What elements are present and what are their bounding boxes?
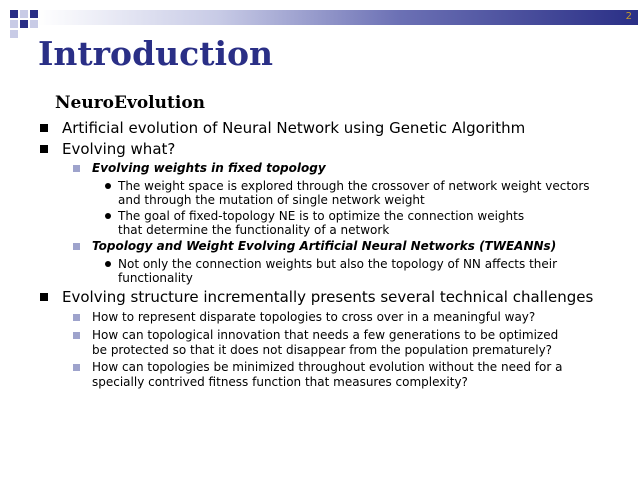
decor-square (10, 10, 18, 18)
sub-bullet-marker (73, 165, 80, 172)
sub-bullet-marker (73, 364, 80, 371)
slide-subtitle: NeuroEvolution (55, 93, 206, 113)
sub-sub-bullet-item: Not only the connection weights but also the topology of NN affects their functionality (118, 257, 558, 285)
sub-sub-bullet-item: The goal of fixed-topology NE is to optimize the connection weights that determine the functionality of a network (118, 209, 525, 237)
sub-sub-bullet-marker (105, 261, 111, 267)
sub-sub-bullet-item: The weight space is explored through the crossover of network weight vectors and through the mutation of single network weight (118, 179, 590, 207)
bullet-marker (40, 145, 48, 153)
decor-square (10, 20, 18, 28)
decor-square (20, 20, 28, 28)
sub-bullet-item: How can topologies be minimized throughout evolution without the need for a specially contrived fitness function that measures complexity? (92, 360, 563, 389)
sub-bullet-marker (73, 314, 80, 321)
sub-bullet-marker (73, 332, 80, 339)
decor-square (30, 20, 38, 28)
bullet-item: Artificial evolution of Neural Network using Genetic Algorithm (62, 119, 526, 137)
sub-sub-bullet-marker (105, 183, 111, 189)
slide-number: 2 (625, 11, 632, 22)
slide-title: Introduction (38, 34, 274, 73)
sub-bullet-item: Topology and Weight Evolving Artificial Neural Networks (TWEANNs) (92, 239, 557, 253)
sub-bullet-item: How can topological innovation that needs a few generations to be optimized be protected so that it does not disappear from the population prematurely? (92, 328, 559, 357)
bullet-marker (40, 124, 48, 132)
sub-bullet-item: How to represent disparate topologies to cross over in a meaningful way? (92, 310, 536, 324)
sub-bullet-item: Evolving weights in fixed topology (92, 161, 326, 175)
bullet-marker (40, 293, 48, 301)
decor-square (30, 10, 38, 18)
header-gradient-bar (38, 10, 638, 25)
bullet-item: Evolving what? (62, 140, 176, 158)
sub-bullet-marker (73, 243, 80, 250)
decor-square (20, 10, 28, 18)
bullet-item: Evolving structure incrementally presents several technical challenges (62, 288, 594, 306)
decor-square (10, 30, 18, 38)
sub-sub-bullet-marker (105, 213, 111, 219)
